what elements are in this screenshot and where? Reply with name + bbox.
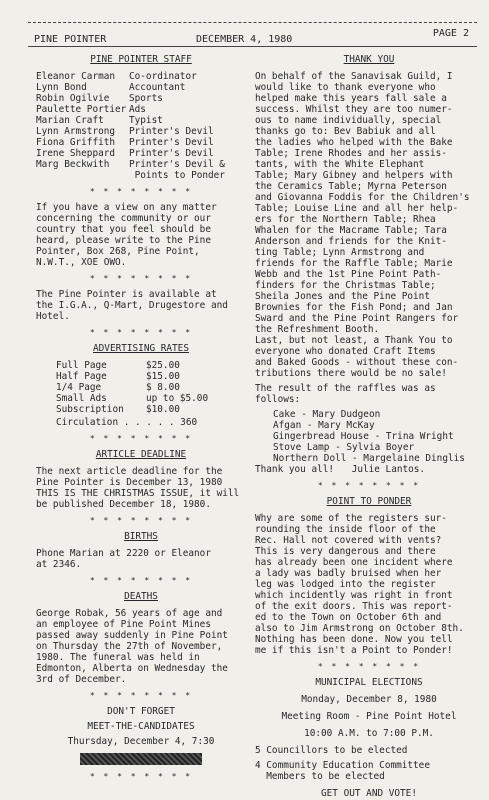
staff-heading: PINE POINTER STAFF [90, 54, 192, 65]
meet-candidates-date: Thursday, December 4, 7:30 [67, 736, 215, 747]
deaths-text: George Robak, 56 years of age and an employee of Pine Point Mines passed away suddenly in Pine Point on Thursday the 27th of November, 1980. The funeral was held in Edmonton, Alberta on Wednesday the 3rd of December. [36, 608, 228, 685]
ad-rate-label: Subscription [56, 404, 124, 415]
staff-role: Printer's Devil [129, 137, 214, 148]
header-date: DECEMBER 4, 1980 [196, 34, 293, 45]
staff-role: Sports [129, 93, 163, 104]
staff-row [36, 148, 246, 159]
redacted-bar [80, 753, 202, 765]
thank-you-signoff [255, 464, 483, 475]
staff-role: Printer's Devil [129, 148, 214, 159]
availability-note: The Pine Pointer is available at the I.G.A., Q-Mart, Drugestore and Hotel. [36, 289, 228, 322]
ad-rate-row [36, 371, 246, 382]
deaths-heading: DEATHS [124, 591, 158, 602]
staff-name: Fiona Griffith [36, 137, 116, 148]
dont-forget: DON'T FORGET [107, 706, 175, 717]
raffle-list: Cake - Mary Dudgeon Afgan - Mary McKay Gingerbread House - Trina Wright Stove Lamp - Sylvia Boyer Northern Doll - Margelaine Dinglis [273, 409, 465, 464]
divider-stars: * * * * * * * * [317, 481, 421, 490]
elections-date: Monday, December 8, 1980 [301, 694, 437, 705]
page-header [34, 28, 473, 45]
thank-you-heading: THANK YOU [343, 54, 395, 65]
staff-role: Accountant [129, 82, 186, 93]
staff-name: Eleanor Carman [36, 71, 116, 82]
divider-stars: * * * * * * * * [317, 662, 421, 671]
view-note: If you have a view on any matter concerning the community or our country that you feel should be heard, please write to the Pine Pointer, Box 268, Pine Point, N.W.T., XOE OWO. [36, 202, 217, 268]
staff-role: Printer's Devil & Points to Ponder [129, 159, 225, 181]
staff-row [36, 126, 246, 137]
staff-row [36, 137, 246, 148]
divider-stars: * * * * * * * * [89, 691, 193, 700]
divider-stars: * * * * * * * * [89, 328, 193, 337]
divider-stars: * * * * * * * * [89, 772, 193, 781]
staff-name: Paulette Portier [36, 104, 127, 115]
divider-stars: * * * * * * * * [89, 434, 193, 443]
ad-rate-label: 1/4 Page [56, 382, 102, 393]
divider-stars: * * * * * * * * [89, 274, 193, 283]
ponder-heading: POINT TO PONDER [326, 496, 412, 507]
meet-candidates: MEET-THE-CANDIDATES [87, 721, 195, 732]
left-column [36, 54, 246, 787]
staff-row [36, 159, 246, 181]
ads-rate-list [36, 360, 246, 415]
staff-row [36, 82, 246, 93]
thanks-all: Thank you all! [255, 464, 335, 475]
ponder-text: Why are some of the registers sur- rounding the inside floor of the Rec. Hall not covered with vents? This is very dangerous and there has already been one incident where a lady was badly bruised when her leg was lodged into the register which incidently was right in front of the exit doors. This was report- ed to the Town on October 6th and also to Jim Armstrong on October 8th. Nothing has been done. Now you tell me if this isn't a Point to Ponder! [255, 513, 464, 656]
ad-rate-value: $10.00 [146, 404, 180, 415]
births-text: Phone Marian at 2220 or Eleanor at 2346. [36, 548, 211, 570]
ad-rate-row [36, 360, 246, 371]
ad-rate-label: Small Ads [56, 393, 107, 404]
ad-rate-label: Full Page [56, 360, 107, 371]
staff-name: Robin Ogilvie [36, 93, 110, 104]
staff-row [36, 115, 246, 126]
staff-role: Ads [129, 104, 146, 115]
top-rule [28, 22, 477, 23]
raffle-intro: The result of the raffles was as follows: [255, 383, 436, 405]
staff-row [36, 93, 246, 104]
staff-name: Marg Beckwith [36, 159, 110, 170]
elections-heading: MUNICIPAL ELECTIONS [315, 677, 423, 688]
right-column [255, 54, 483, 799]
divider-stars: * * * * * * * * [89, 187, 193, 196]
staff-role: Printer's Devil [129, 126, 214, 137]
ad-rate-value: $15.00 [146, 371, 180, 382]
deadline-text: The next article deadline for the Pine Pointer is December 13, 1980 THIS IS THE CHRISTMAS ISSUE, it will be published December 18, 1980. [36, 466, 240, 510]
ad-rate-row [36, 404, 246, 415]
circulation: Circulation . . . . . 360 [56, 417, 198, 428]
vote-callout: GET OUT AND VOTE! [321, 788, 417, 799]
staff-role: Typist [129, 115, 163, 126]
header-title: PINE POINTER [34, 34, 107, 45]
ad-rate-row [36, 382, 246, 393]
births-heading: BIRTHS [124, 531, 158, 542]
staff-row [36, 71, 246, 82]
elections-time: 10:00 A.M. to 7:00 P.M. [304, 728, 434, 739]
header-rule [28, 46, 477, 47]
thank-you-text: On behalf of the Sanavisak Guild, I would like to thank everyone who helped make this years fall sale a success. Whilst they are too numer- ous to name individually, special thanks go to: Bev Babiuk and all the ladies who helped with the Bake Table; Irene Rhodes and her assis- tants, with the White Elephant Table; Mary Gibney and helpers with the Ceramics Table; Myrna Peterson and Giovanna Foddis for the Children's Table; Louise Line and all her help- ers for the Northern Table; Rhea Whalen for the Macrame Table; Tara Anderson and friends for the Knit- ting Table; Lynn Armstrong and friends for the Raffle Table; Marie Webb and the 1st Pine Point Path- finders for the Christmas Table; Sheila Jones and the Pine Point Brownies for the Fish Pond; and Jan Sward and the Pine Point Rangers for the Refreshment Booth. Last, but not least, a Thank You to everyone who donated Craft Items and Baked Goods - without these con- tributions there would be no sale! [255, 71, 470, 379]
header-page: PAGE 2 [432, 28, 469, 39]
ad-rate-value: up to $5.00 [146, 393, 209, 404]
ad-rate-row [36, 393, 246, 404]
elections-committee: 4 Community Education Committee Members to be elected [255, 760, 430, 782]
ad-rate-label: Half Page [56, 371, 107, 382]
staff-name: Lynn Armstrong [36, 126, 116, 137]
elections-councillors: 5 Councillors to be elected [255, 745, 408, 756]
staff-list [36, 71, 246, 181]
elections-room: Meeting Room - Pine Point Hotel [281, 711, 457, 722]
divider-stars: * * * * * * * * [89, 576, 193, 585]
ad-rate-value: $25.00 [146, 360, 180, 371]
divider-stars: * * * * * * * * [89, 516, 193, 525]
staff-row [36, 104, 246, 115]
ad-rate-value: $ 8.00 [146, 382, 180, 393]
deadline-heading: ARTICLE DEADLINE [95, 449, 187, 460]
staff-name: Marian Craft [36, 115, 104, 126]
staff-role: Co-ordinator [129, 71, 197, 82]
signature: Julie Lantos. [351, 464, 426, 475]
ads-heading: ADVERTISING RATES [93, 343, 189, 354]
staff-name: Lynn Bond [36, 82, 87, 93]
staff-name: Irene Sheppard [36, 148, 116, 159]
